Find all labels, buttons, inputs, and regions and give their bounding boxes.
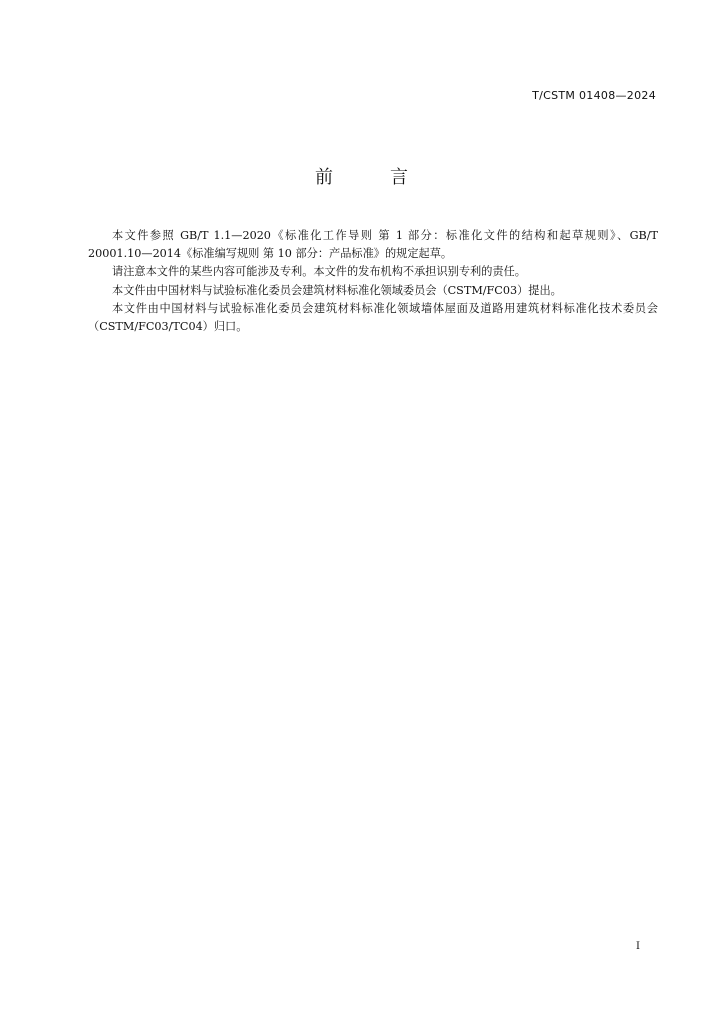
paragraph-drafting-rules: 本文件参照 GB/T 1.1—2020《标准化工作导则 第 1 部分：标准化文件的结构和起草规则》、GB/T 20001.10—2014《标准编写规则 第 10 部分：产品标准》的规定起草。 — [88, 229, 658, 261]
page-title — [0, 163, 724, 189]
standard-code: T/CSTM 01408—2024 — [532, 89, 656, 102]
page-number: I — [636, 941, 640, 952]
paragraph-centralized-by: 本文件由中国材料与试验标准化委员会建筑材料标准化领域墙体屋面及道路用建筑材料标准化技术委员会（CSTM/FC03/TC04）归口。 — [88, 301, 658, 334]
foreword-body — [88, 227, 658, 336]
title-char-1: 前 — [315, 167, 334, 188]
paragraph-patent-notice: 请注意本文件的某些内容可能涉及专利。本文件的发布机构不承担识别专利的责任。 — [112, 265, 526, 279]
title-char-2: 言 — [390, 167, 409, 188]
paragraph-proposed-by: 本文件由中国材料与试验标准化委员会建筑材料标准化领域委员会（CSTM/FC03）提出。 — [112, 283, 562, 297]
